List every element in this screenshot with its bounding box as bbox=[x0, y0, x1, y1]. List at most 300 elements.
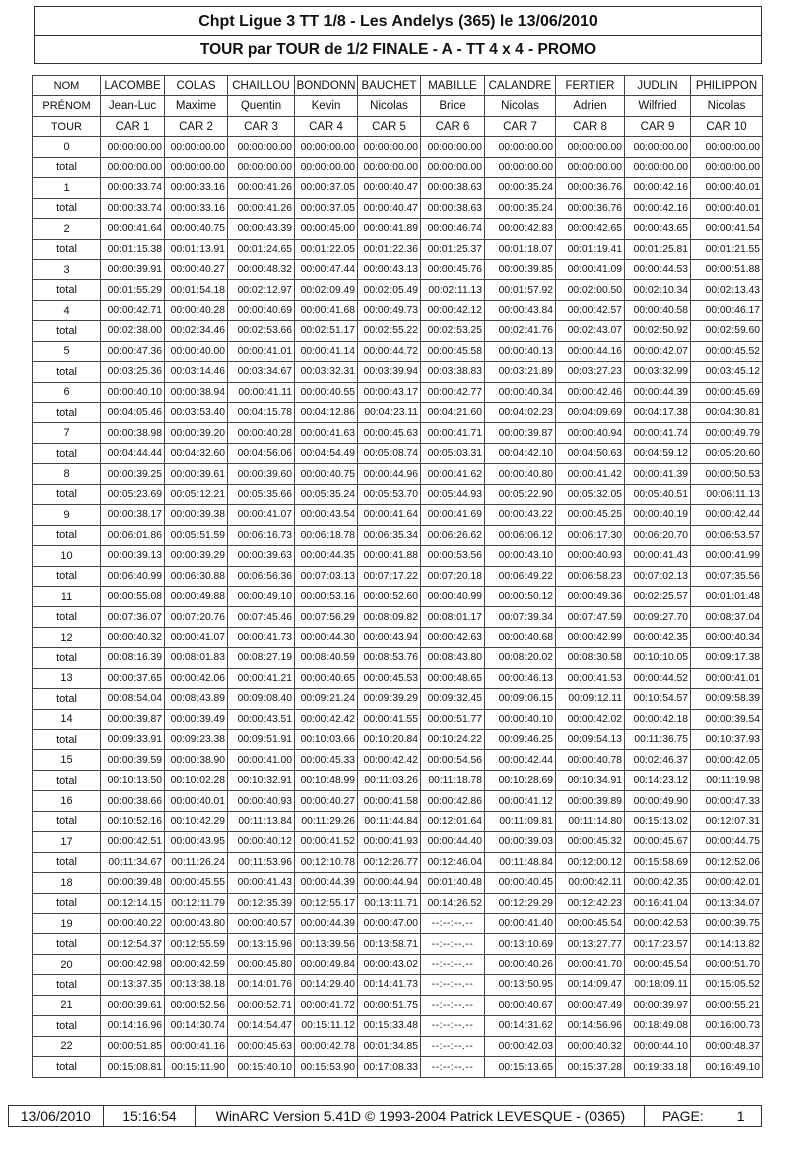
total-row bbox=[33, 525, 763, 545]
lap-time: 00:00:45.33 bbox=[295, 750, 358, 770]
cumulative-time: 00:10:42.29 bbox=[165, 811, 228, 831]
lap-time: 00:00:42.02 bbox=[556, 709, 625, 729]
lap-time: 00:00:44.10 bbox=[625, 1036, 691, 1056]
cumulative-time: 00:00:40.47 bbox=[358, 198, 421, 218]
cumulative-time: 00:02:50.92 bbox=[625, 321, 691, 341]
cumulative-time: 00:13:27.77 bbox=[556, 934, 625, 954]
cumulative-time: 00:12:52.06 bbox=[691, 852, 763, 872]
driver-prenom: Brice bbox=[421, 96, 485, 116]
lap-number: 11 bbox=[33, 586, 101, 606]
lap-time: 00:00:39.63 bbox=[228, 546, 295, 566]
cumulative-time: 00:07:35.56 bbox=[691, 566, 763, 586]
lap-time: 00:00:45.58 bbox=[421, 341, 485, 361]
lap-time: 00:00:41.88 bbox=[358, 546, 421, 566]
cumulative-time: 00:08:09.82 bbox=[358, 607, 421, 627]
cumulative-time: 00:14:29.40 bbox=[295, 975, 358, 995]
lap-row bbox=[33, 300, 763, 320]
lap-time: 00:00:00.00 bbox=[228, 137, 295, 157]
cumulative-time: 00:06:26.62 bbox=[421, 525, 485, 545]
lap-time: 00:00:39.87 bbox=[101, 709, 165, 729]
lap-time: 00:00:42.46 bbox=[556, 382, 625, 402]
lap-time: 00:00:51.88 bbox=[691, 259, 763, 279]
lap-time: 00:00:00.00 bbox=[556, 137, 625, 157]
lap-time: 00:01:34.85 bbox=[358, 1036, 421, 1056]
cumulative-time: 00:05:20.60 bbox=[691, 443, 763, 463]
lap-time: 00:00:37.05 bbox=[295, 178, 358, 198]
cumulative-time: 00:04:23.11 bbox=[358, 403, 421, 423]
lap-time: 00:00:40.12 bbox=[228, 832, 295, 852]
cumulative-time: 00:14:01.76 bbox=[228, 975, 295, 995]
cumulative-time: 00:00:00.00 bbox=[295, 157, 358, 177]
lap-time: 00:00:49.73 bbox=[358, 300, 421, 320]
title-box bbox=[34, 6, 762, 64]
cumulative-time: 00:19:33.18 bbox=[625, 1057, 691, 1078]
lap-time: 00:00:39.91 bbox=[101, 259, 165, 279]
total-row bbox=[33, 321, 763, 341]
cumulative-time: 00:11:34.67 bbox=[101, 852, 165, 872]
lap-time: 00:00:50.12 bbox=[485, 586, 556, 606]
driver-nom: COLAS bbox=[165, 76, 228, 96]
lap-time: 00:00:41.93 bbox=[358, 832, 421, 852]
cumulative-time: 00:00:00.00 bbox=[358, 157, 421, 177]
driver-car: CAR 3 bbox=[228, 116, 295, 136]
lap-time: 00:00:00.00 bbox=[421, 137, 485, 157]
cumulative-time: 00:06:11.13 bbox=[691, 484, 763, 504]
total-label: total bbox=[33, 811, 101, 831]
lap-time: 00:00:41.40 bbox=[485, 913, 556, 933]
lap-time: 00:00:41.54 bbox=[691, 219, 763, 239]
lap-time: 00:00:41.42 bbox=[556, 464, 625, 484]
cumulative-time: 00:17:23.57 bbox=[625, 934, 691, 954]
lap-time: --:--:--.-- bbox=[421, 954, 485, 974]
cumulative-time: 00:03:34.67 bbox=[228, 362, 295, 382]
cumulative-time: 00:05:22.90 bbox=[485, 484, 556, 504]
cumulative-time: 00:15:40.10 bbox=[228, 1057, 295, 1078]
lap-number: 19 bbox=[33, 913, 101, 933]
lap-time: 00:00:41.63 bbox=[295, 423, 358, 443]
lap-time: 00:00:39.97 bbox=[625, 995, 691, 1015]
cumulative-time: 00:05:08.74 bbox=[358, 443, 421, 463]
driver-car: CAR 1 bbox=[101, 116, 165, 136]
cumulative-time: 00:04:17.38 bbox=[625, 403, 691, 423]
cumulative-time: 00:04:44.44 bbox=[101, 443, 165, 463]
cumulative-time: 00:11:13.84 bbox=[228, 811, 295, 831]
cumulative-time: 00:11:09.81 bbox=[485, 811, 556, 831]
cumulative-time: 00:01:24.65 bbox=[228, 239, 295, 259]
lap-time: 00:00:41.73 bbox=[228, 627, 295, 647]
cumulative-time: 00:01:25.81 bbox=[625, 239, 691, 259]
lap-time: 00:00:39.25 bbox=[101, 464, 165, 484]
lap-row bbox=[33, 1036, 763, 1056]
cumulative-time: 00:08:01.17 bbox=[421, 607, 485, 627]
cumulative-time: 00:06:53.57 bbox=[691, 525, 763, 545]
lap-time: 00:00:42.12 bbox=[421, 300, 485, 320]
lap-row bbox=[33, 505, 763, 525]
lap-time: 00:00:39.13 bbox=[101, 546, 165, 566]
cumulative-time: 00:07:17.22 bbox=[358, 566, 421, 586]
lap-time: 00:00:48.32 bbox=[228, 259, 295, 279]
cumulative-time: 00:07:20.76 bbox=[165, 607, 228, 627]
lap-time: 00:00:41.68 bbox=[295, 300, 358, 320]
total-label: total bbox=[33, 975, 101, 995]
lap-time: 00:00:42.42 bbox=[295, 709, 358, 729]
header-row-tour bbox=[33, 116, 763, 136]
cumulative-time: 00:02:34.46 bbox=[165, 321, 228, 341]
cumulative-time: 00:06:17.30 bbox=[556, 525, 625, 545]
lap-time: 00:00:41.07 bbox=[228, 505, 295, 525]
cumulative-time: 00:11:29.26 bbox=[295, 811, 358, 831]
cumulative-time: 00:03:38.83 bbox=[421, 362, 485, 382]
lap-time: 00:00:41.69 bbox=[421, 505, 485, 525]
lap-number: 21 bbox=[33, 995, 101, 1015]
lap-time: 00:00:40.93 bbox=[556, 546, 625, 566]
cumulative-time: 00:10:32.91 bbox=[228, 770, 295, 790]
lap-time: 00:00:44.39 bbox=[295, 913, 358, 933]
cumulative-time: 00:15:11.12 bbox=[295, 1016, 358, 1036]
cumulative-time: 00:04:32.60 bbox=[165, 443, 228, 463]
footer-page bbox=[645, 1106, 761, 1126]
cumulative-time: 00:07:02.13 bbox=[625, 566, 691, 586]
lap-time: 00:00:49.84 bbox=[295, 954, 358, 974]
lap-time: 00:00:40.75 bbox=[165, 219, 228, 239]
lap-time: 00:00:45.69 bbox=[691, 382, 763, 402]
cumulative-time: 00:12:11.79 bbox=[165, 893, 228, 913]
lap-row bbox=[33, 382, 763, 402]
lap-time: 00:00:00.00 bbox=[101, 137, 165, 157]
driver-nom: LACOMBE bbox=[101, 76, 165, 96]
cumulative-time: 00:05:35.66 bbox=[228, 484, 295, 504]
lap-time: 00:00:40.27 bbox=[295, 791, 358, 811]
lap-time: 00:00:40.69 bbox=[228, 300, 295, 320]
lap-time: 00:00:43.54 bbox=[295, 505, 358, 525]
cumulative-time: 00:02:53.25 bbox=[421, 321, 485, 341]
total-row bbox=[33, 689, 763, 709]
lap-time: 00:00:49.10 bbox=[228, 586, 295, 606]
driver-car: CAR 5 bbox=[358, 116, 421, 136]
cumulative-time: 00:02:51.17 bbox=[295, 321, 358, 341]
cumulative-time: 00:11:26.24 bbox=[165, 852, 228, 872]
cumulative-time: 00:02:11.13 bbox=[421, 280, 485, 300]
lap-row bbox=[33, 873, 763, 893]
cumulative-time: 00:10:54.57 bbox=[625, 689, 691, 709]
total-label: total bbox=[33, 484, 101, 504]
lap-time: 00:00:44.39 bbox=[295, 873, 358, 893]
cumulative-time: 00:00:38.63 bbox=[421, 198, 485, 218]
cumulative-time: 00:04:05.46 bbox=[101, 403, 165, 423]
total-label: total bbox=[33, 607, 101, 627]
lap-time: 00:00:39.38 bbox=[165, 505, 228, 525]
lap-time: 00:00:43.17 bbox=[358, 382, 421, 402]
driver-car: CAR 10 bbox=[691, 116, 763, 136]
lap-time: 00:00:42.59 bbox=[165, 954, 228, 974]
lap-row bbox=[33, 341, 763, 361]
lap-time: 00:00:41.43 bbox=[625, 546, 691, 566]
cumulative-time: 00:07:56.29 bbox=[295, 607, 358, 627]
lap-number: 20 bbox=[33, 954, 101, 974]
cumulative-time: 00:13:50.95 bbox=[485, 975, 556, 995]
lap-number: 7 bbox=[33, 423, 101, 443]
lap-time: 00:00:39.75 bbox=[691, 913, 763, 933]
cumulative-time: 00:01:21.55 bbox=[691, 239, 763, 259]
cumulative-time: 00:03:27.23 bbox=[556, 362, 625, 382]
lap-time: 00:00:44.75 bbox=[691, 832, 763, 852]
cumulative-time: 00:00:00.00 bbox=[228, 157, 295, 177]
lap-time: 00:00:43.65 bbox=[625, 219, 691, 239]
cumulative-time: 00:09:08.40 bbox=[228, 689, 295, 709]
cumulative-time: 00:13:11.71 bbox=[358, 893, 421, 913]
lap-time: 00:00:41.58 bbox=[358, 791, 421, 811]
lap-time: 00:00:41.62 bbox=[421, 464, 485, 484]
cumulative-time: 00:06:58.23 bbox=[556, 566, 625, 586]
driver-nom: CALANDRE bbox=[485, 76, 556, 96]
cumulative-time: --:--:--.-- bbox=[421, 1016, 485, 1036]
cumulative-time: 00:10:03.66 bbox=[295, 730, 358, 750]
total-row bbox=[33, 934, 763, 954]
lap-time: 00:00:00.00 bbox=[625, 137, 691, 157]
lap-time: 00:00:42.06 bbox=[165, 668, 228, 688]
cumulative-time: 00:05:32.05 bbox=[556, 484, 625, 504]
lap-row bbox=[33, 750, 763, 770]
total-row bbox=[33, 280, 763, 300]
cumulative-time: 00:10:13.50 bbox=[101, 770, 165, 790]
cumulative-time: 00:03:25.36 bbox=[101, 362, 165, 382]
cumulative-time: 00:09:51.91 bbox=[228, 730, 295, 750]
lap-time: 00:00:38.66 bbox=[101, 791, 165, 811]
lap-time: 00:00:43.51 bbox=[228, 709, 295, 729]
cumulative-time: 00:12:29.29 bbox=[485, 893, 556, 913]
lap-time: 00:00:41.16 bbox=[165, 1036, 228, 1056]
cumulative-time: 00:00:41.26 bbox=[228, 198, 295, 218]
driver-nom: MABILLE bbox=[421, 76, 485, 96]
cumulative-time: 00:11:18.78 bbox=[421, 770, 485, 790]
lap-time: 00:00:41.39 bbox=[625, 464, 691, 484]
total-row bbox=[33, 852, 763, 872]
lap-time: 00:00:51.75 bbox=[358, 995, 421, 1015]
lap-time: 00:02:46.37 bbox=[625, 750, 691, 770]
cumulative-time: 00:02:13.43 bbox=[691, 280, 763, 300]
lap-time: 00:00:51.70 bbox=[691, 954, 763, 974]
cumulative-time: 00:11:14.80 bbox=[556, 811, 625, 831]
footer-date: 13/06/2010 bbox=[9, 1106, 104, 1126]
cumulative-time: 00:09:27.70 bbox=[625, 607, 691, 627]
total-label: total bbox=[33, 1016, 101, 1036]
lap-time: 00:00:42.05 bbox=[691, 750, 763, 770]
cumulative-time: 00:05:44.93 bbox=[421, 484, 485, 504]
lap-time: 00:00:40.58 bbox=[625, 300, 691, 320]
lap-time: 00:00:40.27 bbox=[165, 259, 228, 279]
cumulative-time: 00:04:12.86 bbox=[295, 403, 358, 423]
lap-time: 00:00:41.14 bbox=[295, 341, 358, 361]
cumulative-time: 00:02:41.76 bbox=[485, 321, 556, 341]
driver-prenom: Nicolas bbox=[358, 96, 421, 116]
cumulative-time: 00:09:06.15 bbox=[485, 689, 556, 709]
total-label: total bbox=[33, 403, 101, 423]
lap-time: 00:00:42.07 bbox=[625, 341, 691, 361]
row-label: TOUR bbox=[33, 116, 101, 136]
cumulative-time: 00:15:11.90 bbox=[165, 1057, 228, 1078]
lap-time: 00:00:40.57 bbox=[228, 913, 295, 933]
lap-time: 00:00:45.54 bbox=[625, 954, 691, 974]
total-label: total bbox=[33, 525, 101, 545]
cumulative-time: 00:14:23.12 bbox=[625, 770, 691, 790]
cumulative-time: 00:01:15.38 bbox=[101, 239, 165, 259]
footer-software: WinARC Version 5.41D © 1993-2004 Patrick LEVESQUE - (0365) bbox=[196, 1106, 645, 1126]
lap-time: 00:00:40.94 bbox=[556, 423, 625, 443]
lap-time: 00:00:42.03 bbox=[485, 1036, 556, 1056]
lap-time: 00:00:40.13 bbox=[485, 341, 556, 361]
lap-time: 00:00:41.74 bbox=[625, 423, 691, 443]
cumulative-time: 00:12:00.12 bbox=[556, 852, 625, 872]
cumulative-time: 00:09:33.91 bbox=[101, 730, 165, 750]
lap-time: 00:00:45.76 bbox=[421, 259, 485, 279]
cumulative-time: 00:00:00.00 bbox=[485, 157, 556, 177]
lap-number: 2 bbox=[33, 219, 101, 239]
lap-time: 00:00:40.10 bbox=[101, 382, 165, 402]
lap-number: 9 bbox=[33, 505, 101, 525]
cumulative-time: 00:14:16.96 bbox=[101, 1016, 165, 1036]
cumulative-time: 00:13:38.18 bbox=[165, 975, 228, 995]
lap-row bbox=[33, 259, 763, 279]
lap-time: 00:00:42.77 bbox=[421, 382, 485, 402]
total-row bbox=[33, 648, 763, 668]
cumulative-time: 00:11:19.98 bbox=[691, 770, 763, 790]
cumulative-time: 00:02:09.49 bbox=[295, 280, 358, 300]
lap-time: 00:00:42.35 bbox=[625, 873, 691, 893]
lap-time: 00:00:51.85 bbox=[101, 1036, 165, 1056]
total-label: total bbox=[33, 239, 101, 259]
lap-time: 00:00:40.34 bbox=[691, 627, 763, 647]
driver-car: CAR 8 bbox=[556, 116, 625, 136]
cumulative-time: 00:08:54.04 bbox=[101, 689, 165, 709]
page-number: 1 bbox=[736, 1108, 745, 1124]
cumulative-time: 00:00:00.00 bbox=[691, 157, 763, 177]
lap-time: 00:00:00.00 bbox=[358, 137, 421, 157]
lap-time: --:--:--.-- bbox=[421, 1036, 485, 1056]
header-row-prenom bbox=[33, 96, 763, 116]
lap-time: 00:00:47.49 bbox=[556, 995, 625, 1015]
total-row bbox=[33, 811, 763, 831]
lap-time: 00:00:39.29 bbox=[165, 546, 228, 566]
lap-time: 00:00:38.94 bbox=[165, 382, 228, 402]
cumulative-time: 00:00:33.16 bbox=[165, 198, 228, 218]
lap-time: 00:00:44.53 bbox=[625, 259, 691, 279]
cumulative-time: 00:11:36.75 bbox=[625, 730, 691, 750]
cumulative-time: 00:14:56.96 bbox=[556, 1016, 625, 1036]
cumulative-time: 00:04:09.69 bbox=[556, 403, 625, 423]
lap-time: 00:00:36.76 bbox=[556, 178, 625, 198]
lap-time: 00:00:40.80 bbox=[485, 464, 556, 484]
cumulative-time: 00:08:27.19 bbox=[228, 648, 295, 668]
cumulative-time: 00:05:03.31 bbox=[421, 443, 485, 463]
cumulative-time: 00:12:01.64 bbox=[421, 811, 485, 831]
cumulative-time: 00:02:00.50 bbox=[556, 280, 625, 300]
lap-time: 00:00:41.55 bbox=[358, 709, 421, 729]
cumulative-time: 00:00:35.24 bbox=[485, 198, 556, 218]
lap-time: 00:00:45.67 bbox=[625, 832, 691, 852]
lap-time: 00:00:35.24 bbox=[485, 178, 556, 198]
cumulative-time: 00:02:38.00 bbox=[101, 321, 165, 341]
cumulative-time: --:--:--.-- bbox=[421, 934, 485, 954]
cumulative-time: 00:09:39.29 bbox=[358, 689, 421, 709]
cumulative-time: 00:02:05.49 bbox=[358, 280, 421, 300]
cumulative-time: 00:14:30.74 bbox=[165, 1016, 228, 1036]
lap-number: 0 bbox=[33, 137, 101, 157]
lap-number: 8 bbox=[33, 464, 101, 484]
cumulative-time: 00:05:53.70 bbox=[358, 484, 421, 504]
lap-time: 00:00:00.00 bbox=[691, 137, 763, 157]
cumulative-time: 00:14:13.82 bbox=[691, 934, 763, 954]
lap-row bbox=[33, 954, 763, 974]
cumulative-time: 00:00:42.16 bbox=[625, 198, 691, 218]
driver-car: CAR 6 bbox=[421, 116, 485, 136]
cumulative-time: 00:07:20.18 bbox=[421, 566, 485, 586]
lap-row bbox=[33, 709, 763, 729]
cumulative-time: 00:07:45.46 bbox=[228, 607, 295, 627]
total-row bbox=[33, 362, 763, 382]
lap-number: 17 bbox=[33, 832, 101, 852]
total-row bbox=[33, 403, 763, 423]
lap-time: 00:00:41.89 bbox=[358, 219, 421, 239]
cumulative-time: 00:08:43.89 bbox=[165, 689, 228, 709]
lap-time: 00:00:45.54 bbox=[556, 913, 625, 933]
cumulative-time: 00:05:23.69 bbox=[101, 484, 165, 504]
lap-time: 00:00:41.43 bbox=[228, 873, 295, 893]
lap-time: 00:00:40.93 bbox=[228, 791, 295, 811]
driver-nom: CHAILLOU bbox=[228, 76, 295, 96]
cumulative-time: 00:01:57.92 bbox=[485, 280, 556, 300]
cumulative-time: 00:12:55.59 bbox=[165, 934, 228, 954]
lap-time: 00:00:47.36 bbox=[101, 341, 165, 361]
lap-row bbox=[33, 464, 763, 484]
lap-time: 00:00:43.39 bbox=[228, 219, 295, 239]
lap-time: 00:00:45.63 bbox=[228, 1036, 295, 1056]
lap-time: 00:00:42.86 bbox=[421, 791, 485, 811]
cumulative-time: 00:03:14.46 bbox=[165, 362, 228, 382]
lap-number: 3 bbox=[33, 259, 101, 279]
lap-row bbox=[33, 627, 763, 647]
lap-time: 00:00:41.07 bbox=[165, 627, 228, 647]
driver-car: CAR 2 bbox=[165, 116, 228, 136]
lap-time: 00:00:41.53 bbox=[556, 668, 625, 688]
page-subtitle: TOUR par TOUR de 1/2 FINALE - A - TT 4 x 4 - PROMO bbox=[199, 41, 597, 58]
lap-time: 00:00:40.26 bbox=[485, 954, 556, 974]
lap-time: 00:00:39.20 bbox=[165, 423, 228, 443]
lap-time: 00:00:40.34 bbox=[485, 382, 556, 402]
lap-number: 15 bbox=[33, 750, 101, 770]
lap-time: 00:00:46.74 bbox=[421, 219, 485, 239]
lap-time: 00:00:42.71 bbox=[101, 300, 165, 320]
lap-time: 00:00:38.17 bbox=[101, 505, 165, 525]
cumulative-time: 00:03:32.99 bbox=[625, 362, 691, 382]
cumulative-time: 00:11:53.96 bbox=[228, 852, 295, 872]
cumulative-time: 00:15:05.52 bbox=[691, 975, 763, 995]
lap-time: 00:00:39.59 bbox=[101, 750, 165, 770]
lap-time: 00:00:51.77 bbox=[421, 709, 485, 729]
cumulative-time: 00:12:54.37 bbox=[101, 934, 165, 954]
lap-time: 00:00:48.65 bbox=[421, 668, 485, 688]
lap-time: 00:00:00.00 bbox=[485, 137, 556, 157]
lap-time: 00:00:39.54 bbox=[691, 709, 763, 729]
lap-time: 00:00:39.89 bbox=[556, 791, 625, 811]
cumulative-time: 00:08:01.83 bbox=[165, 648, 228, 668]
total-label: total bbox=[33, 198, 101, 218]
lap-time: 00:00:38.63 bbox=[421, 178, 485, 198]
lap-row bbox=[33, 546, 763, 566]
lap-time: 00:00:41.12 bbox=[485, 791, 556, 811]
lap-time: 00:00:40.45 bbox=[485, 873, 556, 893]
total-row bbox=[33, 975, 763, 995]
lap-time: 00:00:33.16 bbox=[165, 178, 228, 198]
